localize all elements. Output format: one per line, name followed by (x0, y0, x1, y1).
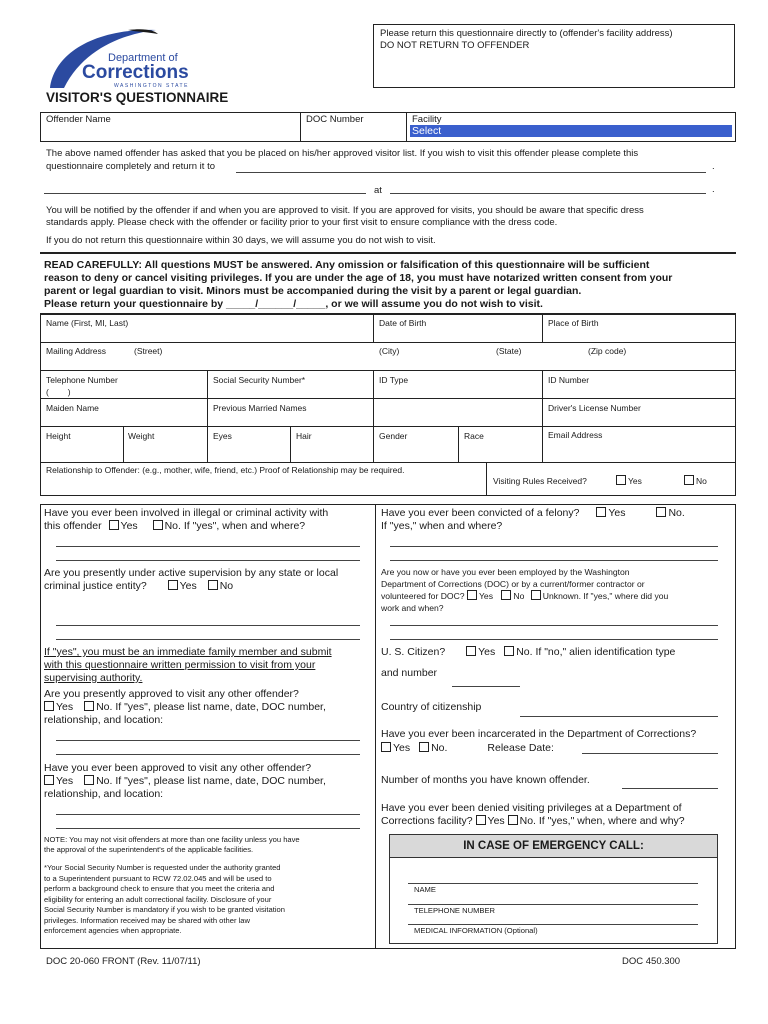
read-l4: Please return your questionnaire by _____/______/_____, or we will assume you do not wish to visit. (44, 298, 543, 310)
r3-line[interactable] (452, 686, 520, 687)
q2: Are you presently under active supervision by any state or local criminal justice entity? Yes No (44, 567, 339, 592)
r4-line[interactable] (520, 716, 718, 717)
r7-no-checkbox[interactable] (508, 815, 518, 825)
logo (44, 26, 214, 92)
q5-no-checkbox[interactable] (84, 775, 94, 785)
intro-p1b: questionnaire completely and return it to (46, 161, 215, 172)
prev-married-label: Previous Married Names (213, 403, 307, 413)
r1-no-checkbox[interactable] (656, 507, 666, 517)
emergency-title: IN CASE OF EMERGENCY CALL: (390, 835, 717, 858)
logo-dept: Department of (108, 52, 178, 64)
r3-and-number: and number (381, 667, 438, 679)
r3-no-checkbox[interactable] (504, 646, 514, 656)
emergency-medical: MEDICAL INFORMATION (Optional) (414, 926, 538, 935)
q2-line-2[interactable] (56, 639, 360, 640)
intro-p2b: standards apply. Please check with the offender or facility prior to your first visit to ensure compliance with the dress code. (46, 217, 558, 228)
r6: Number of months you have known offender. (381, 774, 590, 786)
relationship-label: Relationship to Offender: (e.g., mother, wife, friend, etc.) Proof of Relationship may be required. (46, 465, 405, 475)
q4-no-checkbox[interactable] (84, 701, 94, 711)
logo-corrections: Corrections (82, 62, 189, 83)
intro-p3: If you do not return this questionnaire within 30 days, we will assume you do not wish to visit. (46, 235, 436, 246)
logo-state: WASHINGTON STATE (114, 83, 189, 89)
gender-label: Gender (379, 431, 408, 441)
q5-line-1[interactable] (56, 814, 360, 815)
email-label: Email Address (548, 430, 603, 440)
emergency-box (389, 834, 718, 944)
r2-line-1[interactable] (390, 625, 718, 626)
r1-line-1[interactable] (390, 546, 718, 547)
tel-paren: ( ) (46, 387, 71, 397)
hair-label: Hair (296, 431, 312, 441)
r7-yes-checkbox[interactable] (476, 815, 486, 825)
r1: Have you ever been convicted of a felony? Yes No. If "yes," when and where? (381, 507, 685, 532)
eyes-label: Eyes (213, 431, 232, 441)
q1-line-2[interactable] (56, 560, 360, 561)
q1-no-checkbox[interactable] (153, 520, 163, 530)
rules-no[interactable]: No (684, 475, 707, 486)
doc-number-label: DOC Number (306, 114, 364, 125)
q1-yes-checkbox[interactable] (109, 520, 119, 530)
q5-line-2[interactable] (56, 828, 360, 829)
q4-line-1[interactable] (56, 740, 360, 741)
r3-yes-checkbox[interactable] (466, 646, 476, 656)
emergency-name: NAME (414, 885, 436, 894)
r5-no-checkbox[interactable] (419, 742, 429, 752)
street-label: (Street) (134, 346, 163, 356)
rules-received-label: Visiting Rules Received? (493, 476, 587, 486)
rules-no-checkbox[interactable] (684, 475, 694, 485)
pob-label: Place of Birth (548, 318, 599, 328)
r5: Have you ever been incarcerated in the Department of Corrections? Yes No. Release Date: (381, 728, 697, 754)
r2-line-2[interactable] (390, 639, 718, 640)
race-label: Race (464, 431, 484, 441)
rules-yes-checkbox[interactable] (616, 475, 626, 485)
emergency-phone-line[interactable] (408, 904, 698, 905)
name-label: Name (First, MI, Last) (46, 318, 129, 328)
emergency-medical-line[interactable] (408, 924, 698, 925)
q5: Have you ever been approved to visit any other offender? Yes No. If "yes", please list name, date, DOC number, relationship, and location: (44, 762, 326, 800)
intro-at: at (374, 185, 382, 196)
maiden-label: Maiden Name (46, 403, 99, 413)
footer-right: DOC 450.300 (622, 956, 681, 967)
r2-unknown-checkbox[interactable] (531, 590, 541, 600)
q4-yes-checkbox[interactable] (44, 701, 54, 711)
telephone-label: Telephone Number (46, 375, 118, 385)
q2-line-1[interactable] (56, 625, 360, 626)
city-label: (City) (379, 346, 400, 356)
r5-line[interactable] (582, 753, 718, 754)
q5-yes-checkbox[interactable] (44, 775, 54, 785)
r3: U. S. Citizen? Yes No. If "no," alien identification type (381, 646, 676, 658)
weight-label: Weight (128, 431, 155, 441)
rules-yes[interactable]: Yes (616, 475, 642, 486)
read-l3: parent or legal guardian to visit. Minors must be accompanied during the visit by a parent or legal guardian. (44, 285, 582, 297)
return-line1: Please return this questionnaire directly to (offender's facility address) (380, 28, 673, 39)
dl-label: Driver's License Number (548, 403, 641, 413)
q1-line-1[interactable] (56, 546, 360, 547)
mailing-label: Mailing Address (46, 346, 107, 356)
return-box (373, 24, 735, 88)
footer-left: DOC 20-060 FRONT (Rev. 11/07/11) (46, 956, 201, 967)
r2-no-checkbox[interactable] (501, 590, 511, 600)
id-type-label: ID Type (379, 375, 409, 385)
r7: Have you ever been denied visiting privileges at a Department of Corrections facility? Yes No. If "yes," when, where and why? (381, 802, 685, 827)
q4: Are you presently approved to visit any other offender? Yes No. If "yes", please list name, date, DOC number, relationship, and location: (44, 688, 326, 726)
q4-line-2[interactable] (56, 754, 360, 755)
return-name-line[interactable] (44, 193, 366, 194)
r2: Are you now or have you ever been employed by the Washington Department of Corrections (DOC) or by a current/former contractor or volunteered for DOC? Yes No Unknown. If "yes," where did you work and when? (381, 567, 669, 613)
return-to-line[interactable] (236, 172, 706, 173)
read-l1: READ CAREFULLY: All questions MUST be answered. Any omission or falsification of this questionnaire will be sufficient (44, 259, 650, 271)
return-address-line[interactable] (390, 193, 706, 194)
r1-yes-checkbox[interactable] (596, 507, 606, 517)
ssn-notice: *Your Social Security Number is requested under the authority granted to a Superintendent pursuant to RCW 72.02.045 and will be used to perform a background check to ensure that you meet the criteria and eligibility for entering an adult correctional facility. Disclosure of your Social Security Number is mandatory if you wish to be granted visitation privileges. Information received may be shared with other law enforcement agencies when appropriate. (44, 863, 286, 935)
emergency-name-line[interactable] (408, 883, 698, 884)
intro-p2a: You will be notified by the offender if and when you are approved to visit. If you are approved for visits, you should be aware that specific dress (46, 205, 644, 216)
zip-label: (Zip code) (588, 346, 627, 356)
q2-no-checkbox[interactable] (208, 580, 218, 590)
note: NOTE: You may not visit offenders at more than one facility unless you have the approval of the superintendent's of the applicable facilities. (44, 835, 300, 854)
dob-label: Date of Birth (379, 318, 427, 328)
facility-select[interactable]: Select (410, 125, 732, 137)
r5-yes-checkbox[interactable] (381, 742, 391, 752)
q2-yes-checkbox[interactable] (168, 580, 178, 590)
read-l2: reason to deny or cancel visiting privileges. If you are under the age of 18, you must have notarized written consent from your (44, 272, 673, 284)
offender-name-label: Offender Name (46, 114, 111, 125)
q3: If "yes", you must be an immediate family member and submit with this questionnaire written permission to visit from your supervising authority. (44, 646, 332, 684)
height-label: Height (46, 431, 71, 441)
state-label: (State) (496, 346, 522, 356)
id-number-label: ID Number (548, 375, 590, 385)
r6-line[interactable] (622, 788, 718, 789)
ssn-label: Social Security Number* (213, 375, 306, 385)
r2-yes-checkbox[interactable] (467, 590, 477, 600)
q1: Have you ever been involved in illegal or criminal activity with this offender Yes No. If "yes", when and where? (44, 507, 329, 532)
intro-p1a: The above named offender has asked that you be placed on his/her approved visitor list. If you wish to visit this offender please complete this (46, 148, 639, 159)
form-title: VISITOR'S QUESTIONNAIRE (46, 90, 229, 105)
r1-line-2[interactable] (390, 560, 718, 561)
return-line2: DO NOT RETURN TO OFFENDER (380, 40, 530, 51)
emergency-phone: TELEPHONE NUMBER (414, 906, 496, 915)
facility-label: Facility (412, 114, 442, 125)
r4: Country of citizenship (381, 701, 482, 713)
read-carefully (44, 259, 672, 311)
